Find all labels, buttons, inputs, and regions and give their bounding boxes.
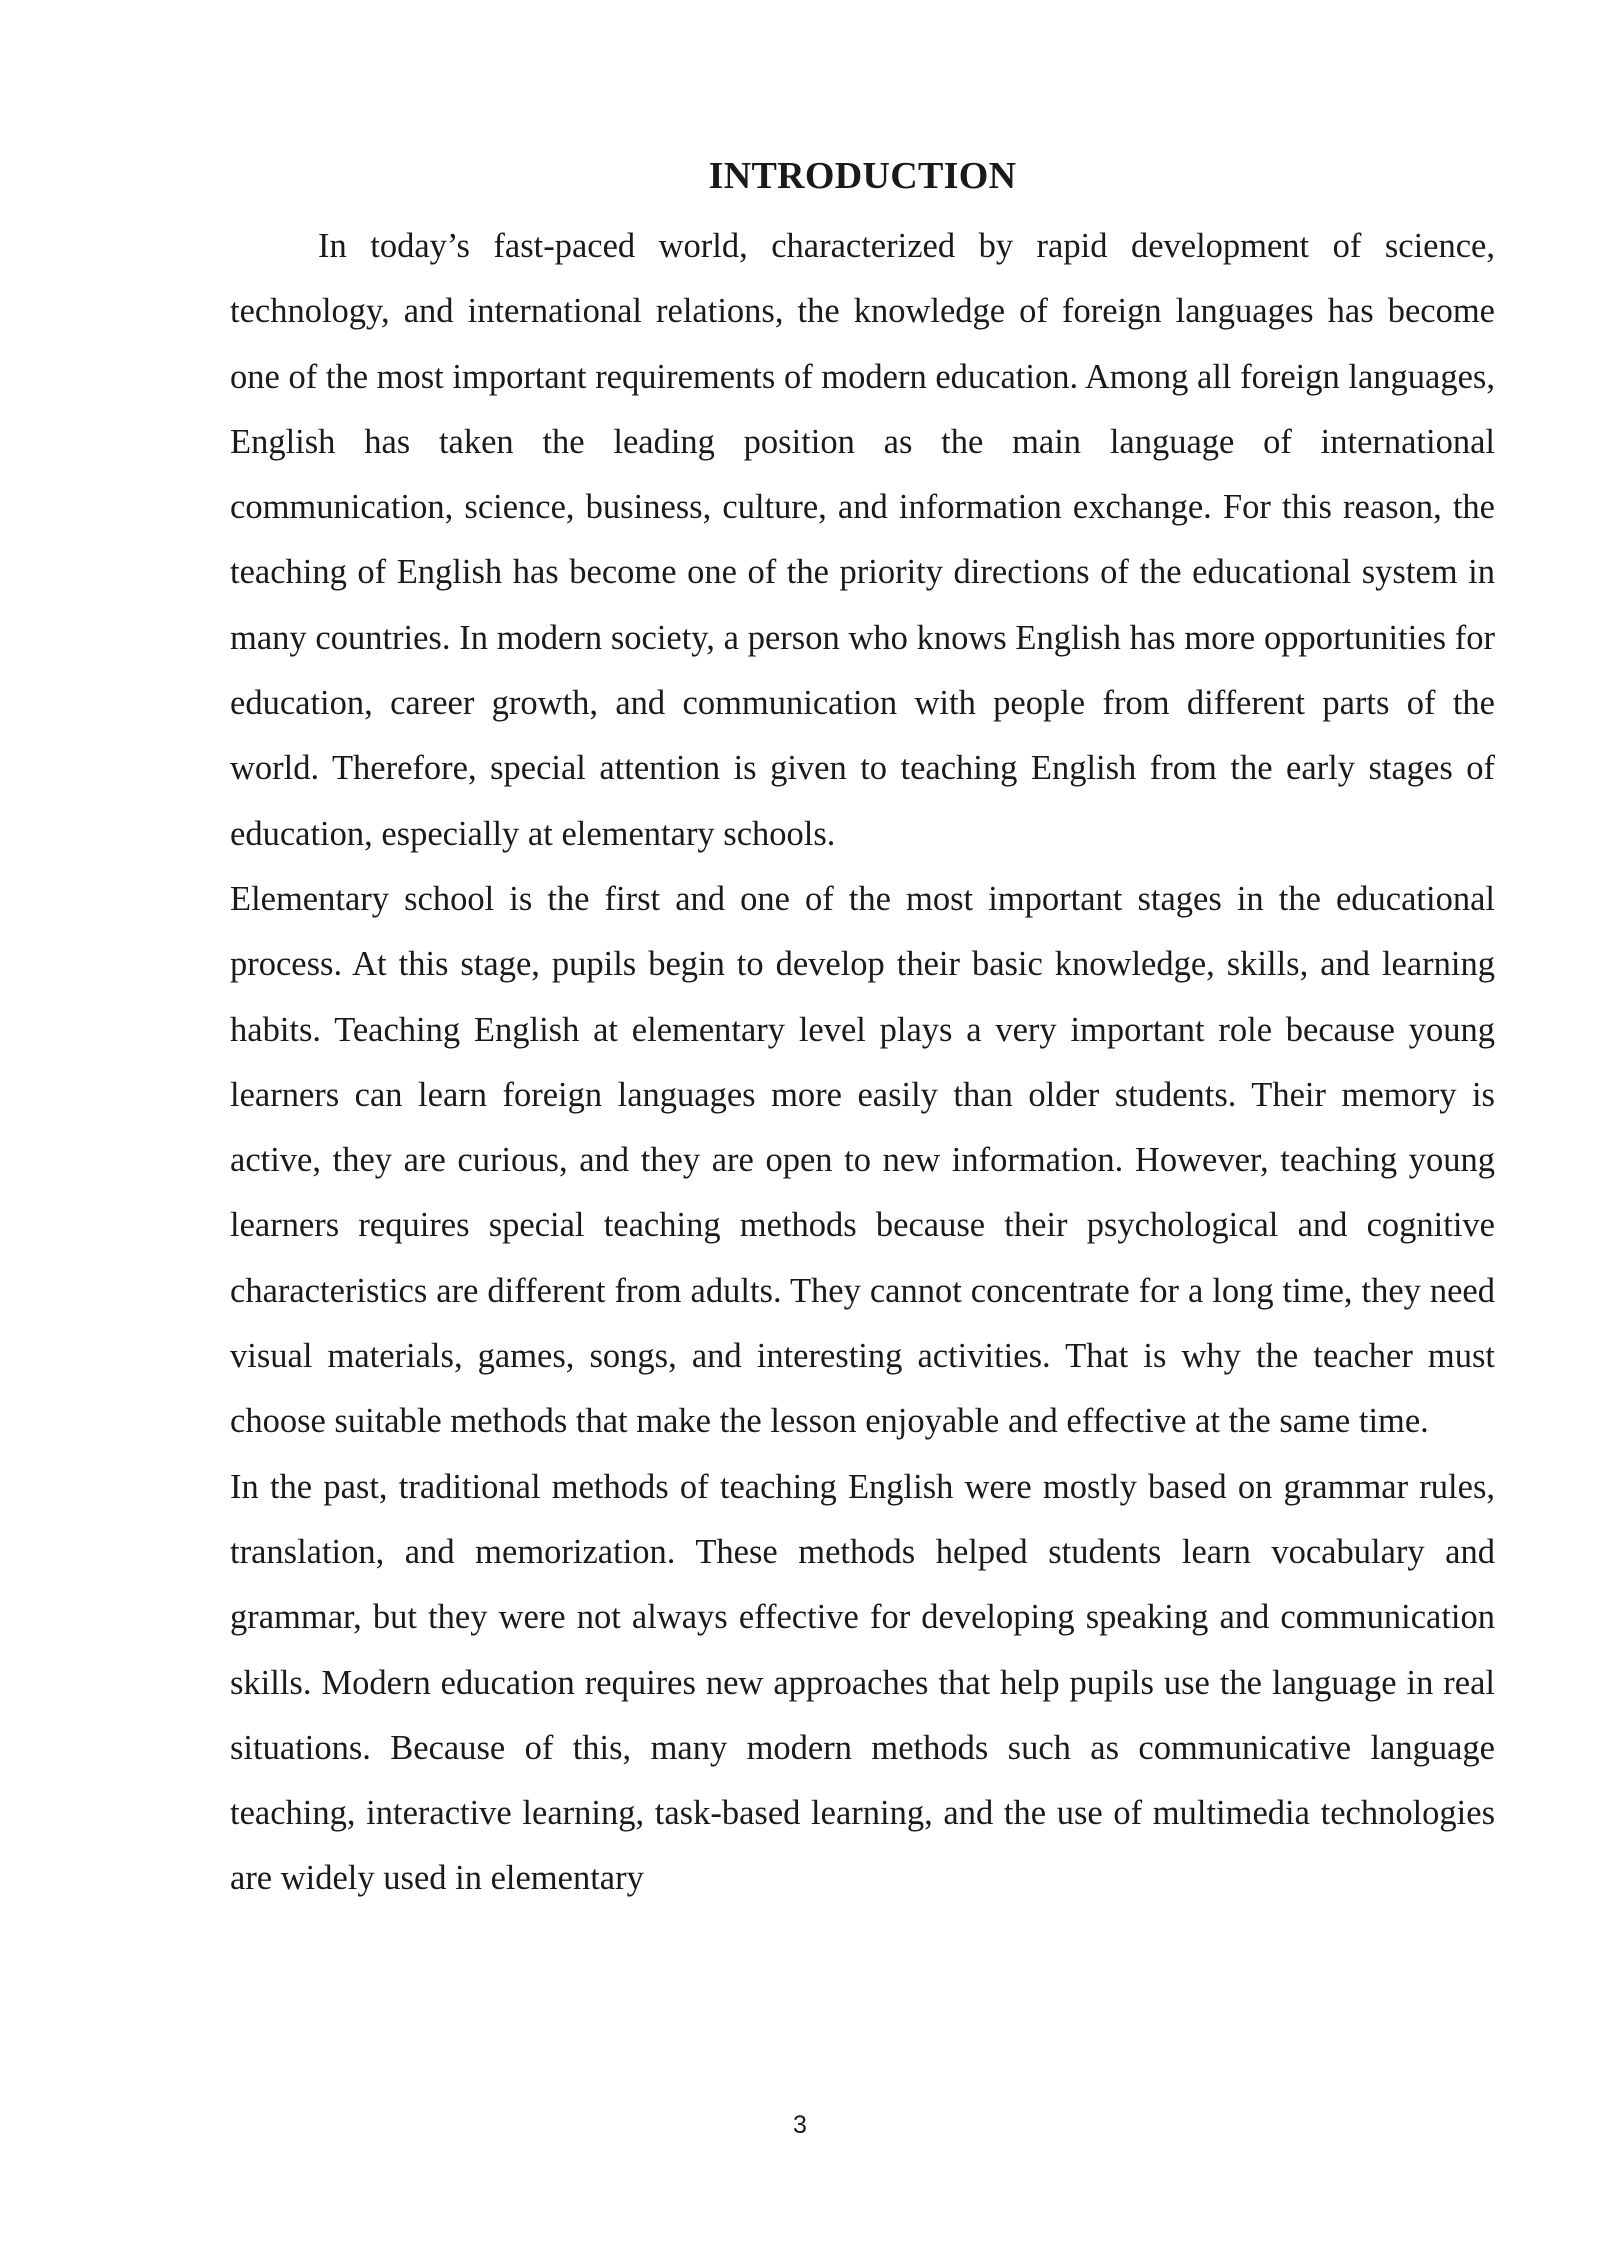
paragraph-1: In today’s fast-paced world, characterized by rapid development of science, technology, and international relations, the knowledge of foreign languages has become one of the most important requirements of modern education. Among all foreign languages, English has taken the leading position as the main language of international communication, science, business, culture, and information exchange. For this reason, the teaching of English has become one of the priority directions of the educational system in many countries. In modern society, a person who knows English has more opportunities for education, career growth, and communication with people from different parts of the world. Therefore, special attention is given to teaching English from the early stages of education, especially at elementary schools. (230, 227, 1495, 853)
paragraph-3: In the past, traditional methods of teaching English were mostly based on grammar rules, translation, and memorization. These methods helped students learn vocabulary and grammar, but they were not always effective for developing speaking and communication skills. Modern education requires new approaches that help pupils use the language in real situations. Because of this, many modern methods such as communicative language teaching, interactive learning, task-based learning, and the use of multimedia technologies are widely used in elementary (230, 1467, 1495, 1898)
paragraph-2: Elementary school is the first and one of the most important stages in the educational process. At this stage, pupils begin to develop their basic knowledge, skills, and learning habits. Teaching English at elementary level plays a very important role because young learners can learn foreign languages more easily than older students. Their memory is active, they are curious, and they are open to new information. However, teaching young learners requires special teaching methods because their psychological and cognitive characteristics are different from adults. They cannot concentrate for a long time, they need visual materials, games, songs, and interesting activities. That is why the teacher must choose suitable methods that make the lesson enjoyable and effective at the same time. (230, 879, 1495, 1441)
page-number: 3 (793, 2111, 807, 2139)
page-content (230, 148, 1495, 1912)
page-title: INTRODUCTION (708, 155, 1017, 197)
